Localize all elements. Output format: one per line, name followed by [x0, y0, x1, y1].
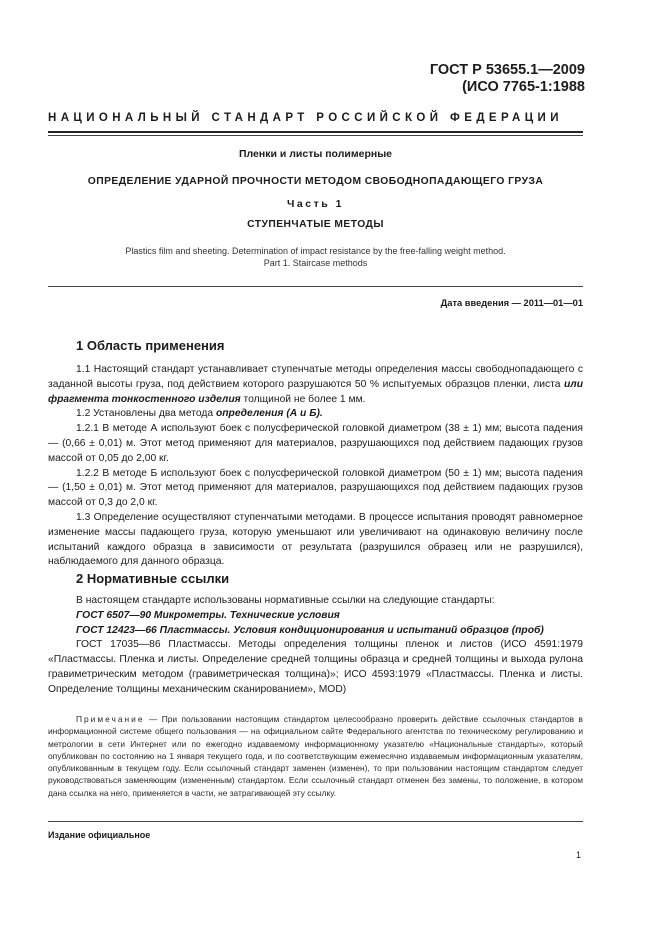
emphasis-text: или фрагмента тонкостенного изделия — [48, 378, 583, 405]
english-title-line-2: Part 1. Staircase methods — [263, 258, 368, 268]
national-standard-banner: НАЦИОНАЛЬНЫЙ СТАНДАРТ РОССИЙСКОЙ ФЕДЕРАЦИИ — [48, 112, 563, 124]
section-1-body — [48, 363, 583, 570]
header-rule-thick — [48, 131, 583, 133]
date-rule — [48, 286, 583, 287]
title-category: Пленки и листы полимерные — [238, 148, 393, 160]
reference-gost-17035: ГОСТ 17035—86 Пластмассы. Методы определения толщины пленок и листов (ИСО 4591:1979 «Пластмассы. Пленка и листы. Определение средней толщины образца и средней толщины и выхода рулона гравиметрическим методом (гравиметрическая толщина)»; ИСО 4593:1979 «Пластмассы. Пленка и листы. Определение толщины механическим сканированием», MOD) — [48, 639, 583, 695]
title-main: ОПРЕДЕЛЕНИЕ УДАРНОЙ ПРОЧНОСТИ МЕТОДОМ СВОБОДНОПАДАЮЩЕГО ГРУЗА — [87, 176, 544, 187]
paragraph-1-2-1: 1.2.1 В методе А используют боек с полусферической головкой диаметром (38 ± 1) мм; высота падения — (0,66 ± 0,01) м. Этот метод применяют для материалов, разрушающихся под действием падающих грузов массой от 0,05 до 2,00 кг. — [48, 423, 583, 464]
standard-designation — [430, 62, 585, 96]
page-number: 1 — [576, 850, 582, 860]
references-intro: В настоящем стандарте использованы нормативные ссылки на следующие стандарты: — [76, 595, 495, 606]
paragraph-1-2-2: 1.2.2 В методе Б используют боек с полусферической головкой диаметром (50 ± 1) мм; высота падения — (1,50 ± 0,01) м. Этот метод применяют для материалов, разрушающихся под действием падающих грузов массой от 0,3 до 2,0 кг. — [48, 467, 583, 509]
note-label: Примечание — [76, 714, 145, 724]
emphasis-text: определения (А и Б). — [215, 408, 323, 420]
paragraph-1-1: 1.1 Настоящий стандарт устанавливает ступенчатые методы определения массы свободнопадающего с заданной высоты груза, под действием которого разрушаются 50 % испытуемых образцов пленки, листа или фрагмента тонкостенного изделия толщиной не более 1 мм. — [48, 364, 583, 405]
note-text: — При пользовании настоящим стандартом целесообразно проверить действие ссылочных стандартов в информационной системе общего пользования — на официальном сайте Федерального агентства по техническому регулированию и метрологии в сети Интернет или по ежегодно издаваемому информационному указателю «Национальные стандарты», который опубликован по состоянию на 1 января текущего года, и по соответствующим ежемесячно издаваемым информационным указателям, опубликованным в текущем году. Если ссылочный стандарт заменен (изменен), то при пользовании настоящим стандартом следует руководствоваться заменяющим (измененным) стандартом. Если ссылочный стандарт отменен без замены, то положение, в котором дана ссылка на него, применяется в части, не затрагивающей эту ссылку. — [48, 714, 583, 798]
reference-gost-12423: ГОСТ 12423—66 Пластмассы. Условия кондиционирования и испытаний образцов (проб) — [76, 624, 544, 636]
gost-number: ГОСТ Р 53655.1—2009 — [429, 62, 585, 78]
iso-number: (ИСО 7765-1:1988 — [462, 79, 585, 95]
reference-gost-6507: ГОСТ 6507—90 Микрометры. Технические условия — [76, 609, 340, 621]
note-block — [48, 713, 583, 799]
section-1-heading: 1 Область применения — [76, 338, 225, 353]
english-title — [48, 245, 583, 269]
footer-rule — [48, 821, 583, 822]
title-part: Часть 1 — [287, 198, 344, 210]
title-subtitle: СТУПЕНЧАТЫЕ МЕТОДЫ — [247, 219, 384, 230]
section-2-heading: 2 Нормативные ссылки — [76, 571, 230, 586]
official-edition-label: Издание официальное — [48, 830, 151, 840]
english-title-line-1: Plastics film and sheeting. Determination of impact resistance by the free-falling weight method. — [125, 246, 506, 256]
header-rule-thin — [48, 135, 583, 136]
section-2-body — [48, 594, 583, 698]
paragraph-1-2: 1.2 Установлены два метода определения (А и Б). — [76, 408, 323, 420]
effective-date: Дата введения — 2011—01—01 — [440, 298, 583, 308]
paragraph-1-3: 1.3 Определение осуществляют ступенчатыми методами. В процессе испытания проводят равномерное изменение массы падающего груза, которую уменьшают или увеличивают на одинаковую величину после испытаний каждого образца в зависимости от результата (разрушился образец или не разрушился), наблюдаемого для данного образца. — [48, 511, 583, 568]
